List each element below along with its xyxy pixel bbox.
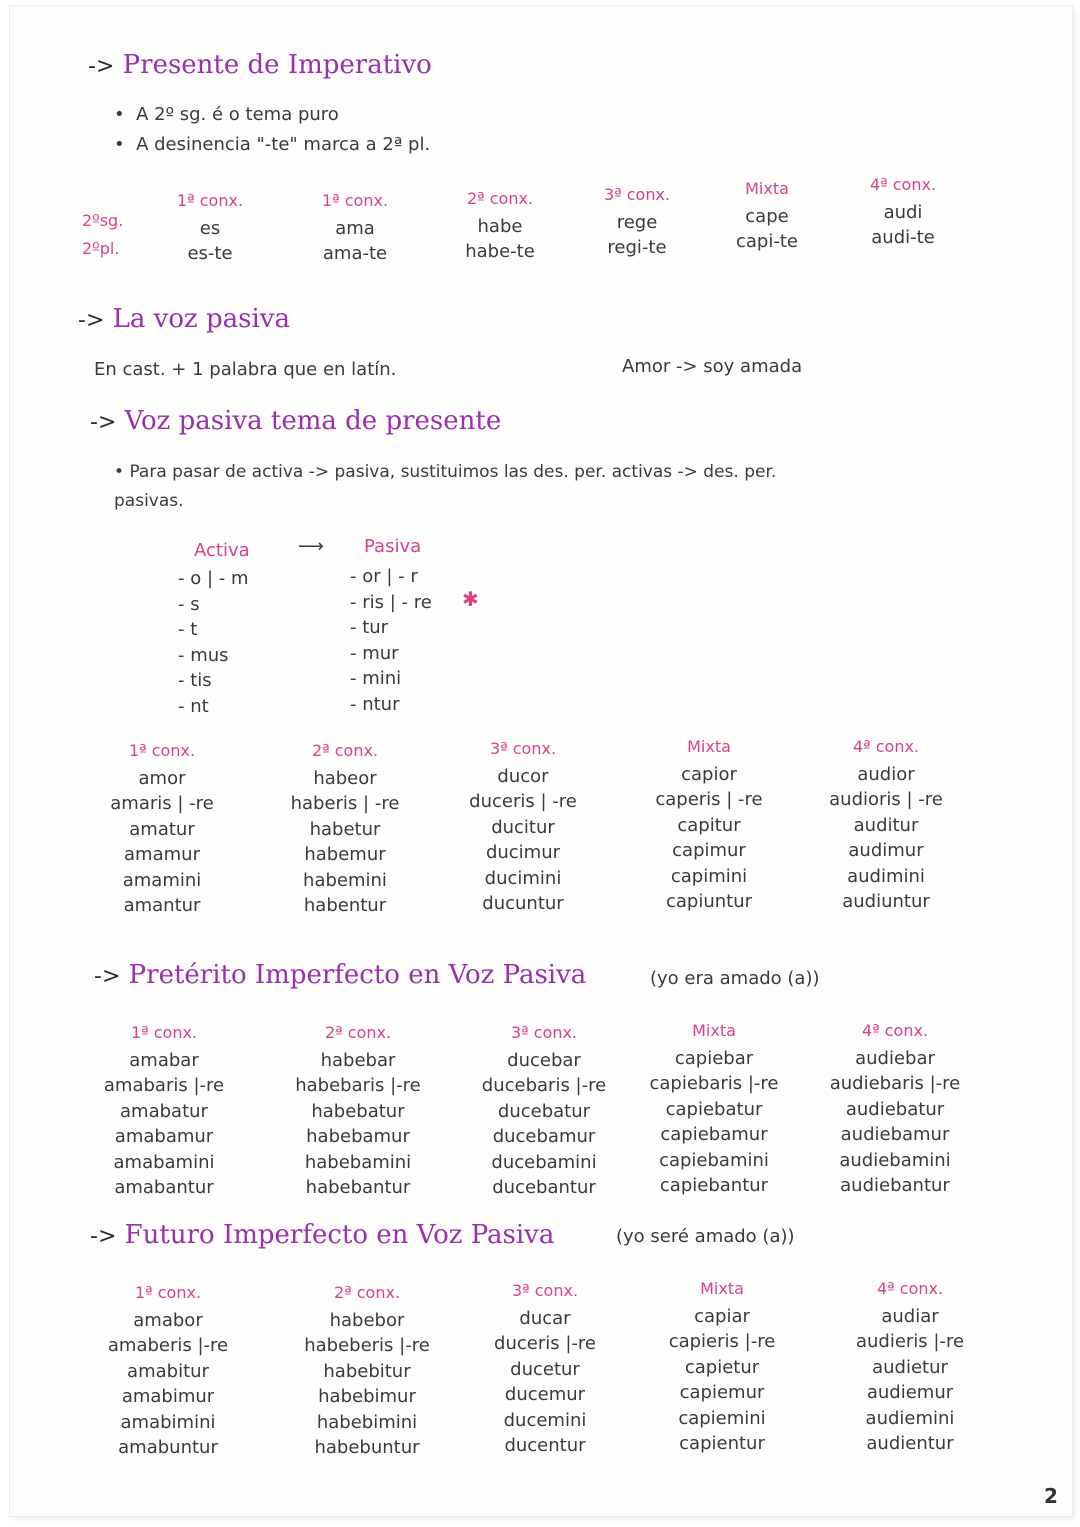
row-label-pl: 2ºpl. [82,239,120,258]
row-label-sg: 2ºsg. [82,211,124,230]
imperativo-bullet-1: • A 2º sg. é o tema puro [114,104,339,125]
futuro-col-2: 2ª conx. habebor habeberis |-re habebitur habebimur habebimini habebuntur [304,1283,430,1458]
preterito-col-3: 3ª conx. ducebar ducebaris |-re ducebatur ducebamur ducebamini ducebantur [481,1023,607,1198]
futuro-col-3: 3ª conx. ducar duceris |-re ducetur ducemur ducemini ducentur [494,1281,596,1456]
preterito-col-1: 1ª conx. amabar amabaris |-re amabatur amabamur amabamini amabantur [103,1023,225,1198]
passive-endings: - or | - r - ris | - re - tur - mur - mini - ntur [350,566,432,715]
futuro-col-1: 1ª conx. amabor amaberis |-re amabitur amabimur amabimini amabuntur [107,1283,229,1458]
active-label: Activa [194,540,250,561]
futuro-col-4: Mixta capiar capieris |-re capietur capiemur capiemini capientur [668,1279,776,1454]
preterito-col-4: Mixta capiebar capiebaris |-re capiebatur capiebamur capiebamini capiebantur [649,1021,779,1196]
voz-pasiva-example: Amor -> soy amada [622,356,803,377]
imperativo-heading: -> Presente de Imperativo [88,50,432,80]
tema-presente-bullet: • Para pasar de activa -> pasiva, sustituimos las des. per. activas -> des. per. [114,462,777,482]
imperativo-col-2: 1ª conx. ama ama-te [321,191,389,264]
imperativo-col-4: 3ª conx. rege regi-te [603,185,671,258]
preterito-heading: -> Pretérito Imperfecto en Voz Pasiva [94,960,587,990]
presente-col-2: 2ª conx. habeor haberis | -re habetur habemur habemini habentur [290,741,400,916]
tema-presente-heading: -> Voz pasiva tema de presente [90,406,502,436]
presente-col-3: 3ª conx. ducor duceris | -re ducitur ducimur ducimini ducuntur [469,739,577,914]
imperativo-col-1: 1ª conx. es es-te [176,191,244,264]
imperativo-bullet-2: • A desinencia "-te" marca a 2ª pl. [114,134,431,155]
imperativo-col-6: 4ª conx. audi audi-te [869,175,937,248]
voz-pasiva-heading: -> La voz pasiva [78,304,290,334]
preterito-note: (yo era amado (a)) [650,968,820,989]
voz-pasiva-note: En cast. + 1 palabra que en latín. [94,359,397,380]
futuro-col-5: 4ª conx. audiar audieris |-re audietur audiemur audiemini audientur [855,1279,965,1454]
futuro-note: (yo seré amado (a)) [616,1226,795,1247]
preterito-col-2: 2ª conx. habebar habebaris |-re habebatur habebamur habebamini habebantur [295,1023,421,1198]
active-passive-arrow: ⟶ [298,536,324,557]
asterisk-mark: ✱ [462,587,479,611]
passive-label: Pasiva [364,536,422,557]
active-endings: - o | - m - s - t - mus - tis - nt [178,568,249,717]
imperativo-col-3: 2ª conx. habe habe-te [465,189,535,262]
notebook-page [10,6,1072,1516]
presente-col-4: Mixta capior caperis | -re capitur capimur capimini capiuntur [655,737,763,912]
preterito-col-5: 4ª conx. audiebar audiebaris |-re audiebatur audiebamur audiebamini audiebantur [829,1021,961,1196]
presente-col-5: 4ª conx. audior audioris | -re auditur audimur audimini audiuntur [829,737,943,912]
futuro-heading: -> Futuro Imperfecto en Voz Pasiva [90,1220,555,1250]
imperativo-col-5: Mixta cape capi-te [736,179,798,252]
tema-presente-bullet-cont: pasivas. [114,491,184,511]
presente-col-1: 1ª conx. amor amaris | -re amatur amamur amamini amantur [110,741,214,916]
page-number: 2 [1044,1484,1058,1508]
